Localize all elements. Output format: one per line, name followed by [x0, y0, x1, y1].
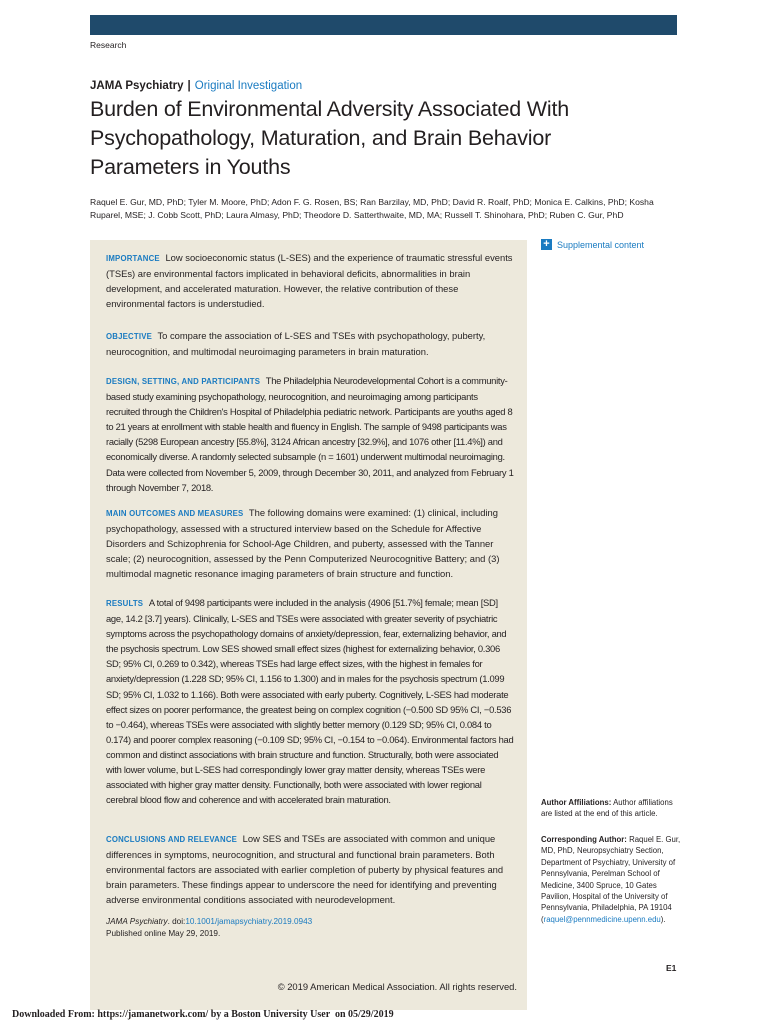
header-bar [90, 15, 677, 35]
citation-journal: JAMA Psychiatry [106, 917, 168, 926]
section-label: Research [90, 40, 127, 50]
abstract-text: Low socioeconomic status (L-SES) and the experience of traumatic stressful events (TSEs) are environmental factors implicated in behavioral deficits, abnormalities in brain development, and accelerated maturation. However, the relative contribution of these environmental factors is understudied. [106, 252, 513, 310]
abstract-outcomes [106, 505, 514, 581]
supplemental-content-link[interactable] [541, 239, 644, 250]
abstract-heading: RESULTS [106, 599, 144, 608]
abstract-objective [106, 328, 514, 359]
citation [106, 916, 514, 939]
plus-icon: + [541, 239, 552, 250]
copyright: © 2019 American Medical Association. All rights reserved. [277, 981, 517, 992]
affiliations-label: Author Affiliations: [541, 798, 612, 807]
abstract-text: Low SES and TSEs are associated with common and unique differences in symptoms, neurocognition, and structural and functional brain parameters. Both environmental factors are associated with earlier completion of puberty by physical features and brain parameters. These findings appear to underscore the need for identifying and preventing adverse environmental conditions associated with neurodevelopment. [106, 833, 504, 906]
doi-link[interactable]: 10.1001/jamapsychiatry.2019.0943 [185, 917, 313, 926]
citation-doi-prefix: . doi: [167, 917, 186, 926]
abstract-importance [106, 250, 514, 311]
corresponding-author [541, 834, 681, 925]
email-link[interactable]: raquel@pennmedicine.upenn.edu [543, 914, 661, 924]
corresponding-label: Corresponding Author: [541, 835, 627, 844]
author-affiliations [541, 797, 681, 820]
abstract-results [106, 595, 514, 807]
published-date: Published online May 29, 2019. [106, 928, 221, 938]
author-list: Raquel E. Gur, MD, PhD; Tyler M. Moore, PhD; Adon F. G. Rosen, BS; Ran Barzilay, MD, PhD; David R. Roalf, PhD; Monica E. Calkins, PhD; Kosha Ruparel, MSE; J. Cobb Scott, PhD; Laura Almasy, PhD; Theodore D. Satterthwaite, MD, MA; Russell T. Shinohara, PhD; Ruben C. Gur, PhD [90, 197, 654, 220]
article-type-link[interactable]: Original Investigation [194, 80, 303, 92]
abstract-text: To compare the association of L-SES and TSEs with psychopathology, puberty, neurocognition, and multimodal neuroimaging parameters in brain maturation. [106, 330, 486, 358]
abstract-text: The Philadelphia Neurodevelopmental Cohort is a community-based study examining psychopathology, neurocognition, and neuroimaging among participants recruited through the Children's Hospital of Philadelphia pediatric network. Participants are youths aged 8 to 21 years at enrollment with stable health and fluency in English. The sample of 9498 participants was racially (5298 European ancestry [55.8%], 3124 African ancestry [32.9%], and 1076 other [11.4%]) and economically diverse. A randomly selected subsample (n = 1601) underwent multimodal neuroimaging. Data were collected from November 5, 2009, through December 30, 2011, and analyzed from February 1 through November 7, 2018. [106, 375, 514, 493]
abstract-heading: DESIGN, SETTING, AND PARTICIPANTS [106, 377, 261, 386]
journal-separator: | [187, 80, 191, 92]
affiliations-text: Author affiliations are listed at the end of this article. [541, 798, 673, 819]
abstract-heading: CONCLUSIONS AND RELEVANCE [106, 835, 238, 844]
abstract-text: The following domains were examined: (1) clinical, including psychopathology, assessed with a structured interview based on the Schedule for Affective Disorders and Schizophrenia for School-Age Children, and puberty, assessed with the Tanner scale; (2) neurocognition, assessed by the Penn Computerized Neurocognitive Battery; and (3) multimodal magnetic resonance imaging parameters of brain structure and function. [106, 507, 500, 580]
journal-line [90, 80, 302, 92]
page-number: E1 [666, 963, 677, 973]
abstract-heading: IMPORTANCE [106, 254, 160, 263]
corresponding-text: Raquel E. Gur, MD, PhD, Neuropsychiatry Section, Department of Psychiatry, University of Pennsylvania, Perelman School of Medicine, 3400 Spruce, 10 Gates Pavilion, Hospital of the University of Pennsylvania, Philadelphia, PA 19104 ( [541, 835, 681, 924]
download-line: Downloaded From: https://jamanetwork.com/ by a Boston University User on 05/29/2019 [12, 1009, 394, 1020]
abstract-heading: OBJECTIVE [106, 332, 152, 341]
abstract-conclusions [106, 831, 514, 907]
abstract-text: A total of 9498 participants were included in the analysis (4906 [51.7%] female; mean [SD] age, 14.2 [3.7] years). Clinically, L-SES and TSEs were associated with greater severity of psychiatric symptoms across the psychopathology domains of anxiety/depression, fear, externalizing behavior, and the psychosis spectrum. Low SES showed small effect sizes (highest for externalizing behavior, 0.306 SD; 95% CI, 0.269 to 0.342), whereas TSEs had large effect sizes, with the highest in females for anxiety/depression (1.228 SD; 95% CI, 1.156 to 1.300) and in males for the psychosis spectrum (1.099 SD; 95% CI, 1.032 to 1.166). Both were associated with early puberty. Cognitively, L-SES had moderate effect sizes on poorer performance, the greatest being on complex cognition (−0.500 SD 95% CI, −0.536 to −0.464), whereas TSEs were associated with slightly better memory (0.129 SD; 95% CI, 0.084 to 0.174) and poorer complex reasoning (−0.109 SD; 95% CI, −0.154 to −0.064). Environmental factors had common and distinct associations with brain structure and function. Structurally, both were associated with lower volume, but L-SES had correspondingly lower gray matter density, whereas TSEs were associated with higher gray matter density. Functionally, both were associated with lower regional cerebral blood flow and coherence and with accelerated brain maturation. [106, 597, 514, 806]
supplemental-label: Supplemental content [557, 239, 645, 250]
journal-name: JAMA Psychiatry [90, 80, 184, 92]
article-title: Burden of Environmental Adversity Associated With Psychopathology, Maturation, and Brain Behavior Parameters in Youths [90, 97, 569, 179]
abstract-heading: MAIN OUTCOMES AND MEASURES [106, 509, 244, 518]
abstract-design [106, 373, 514, 495]
corresponding-end: ). [660, 914, 666, 924]
